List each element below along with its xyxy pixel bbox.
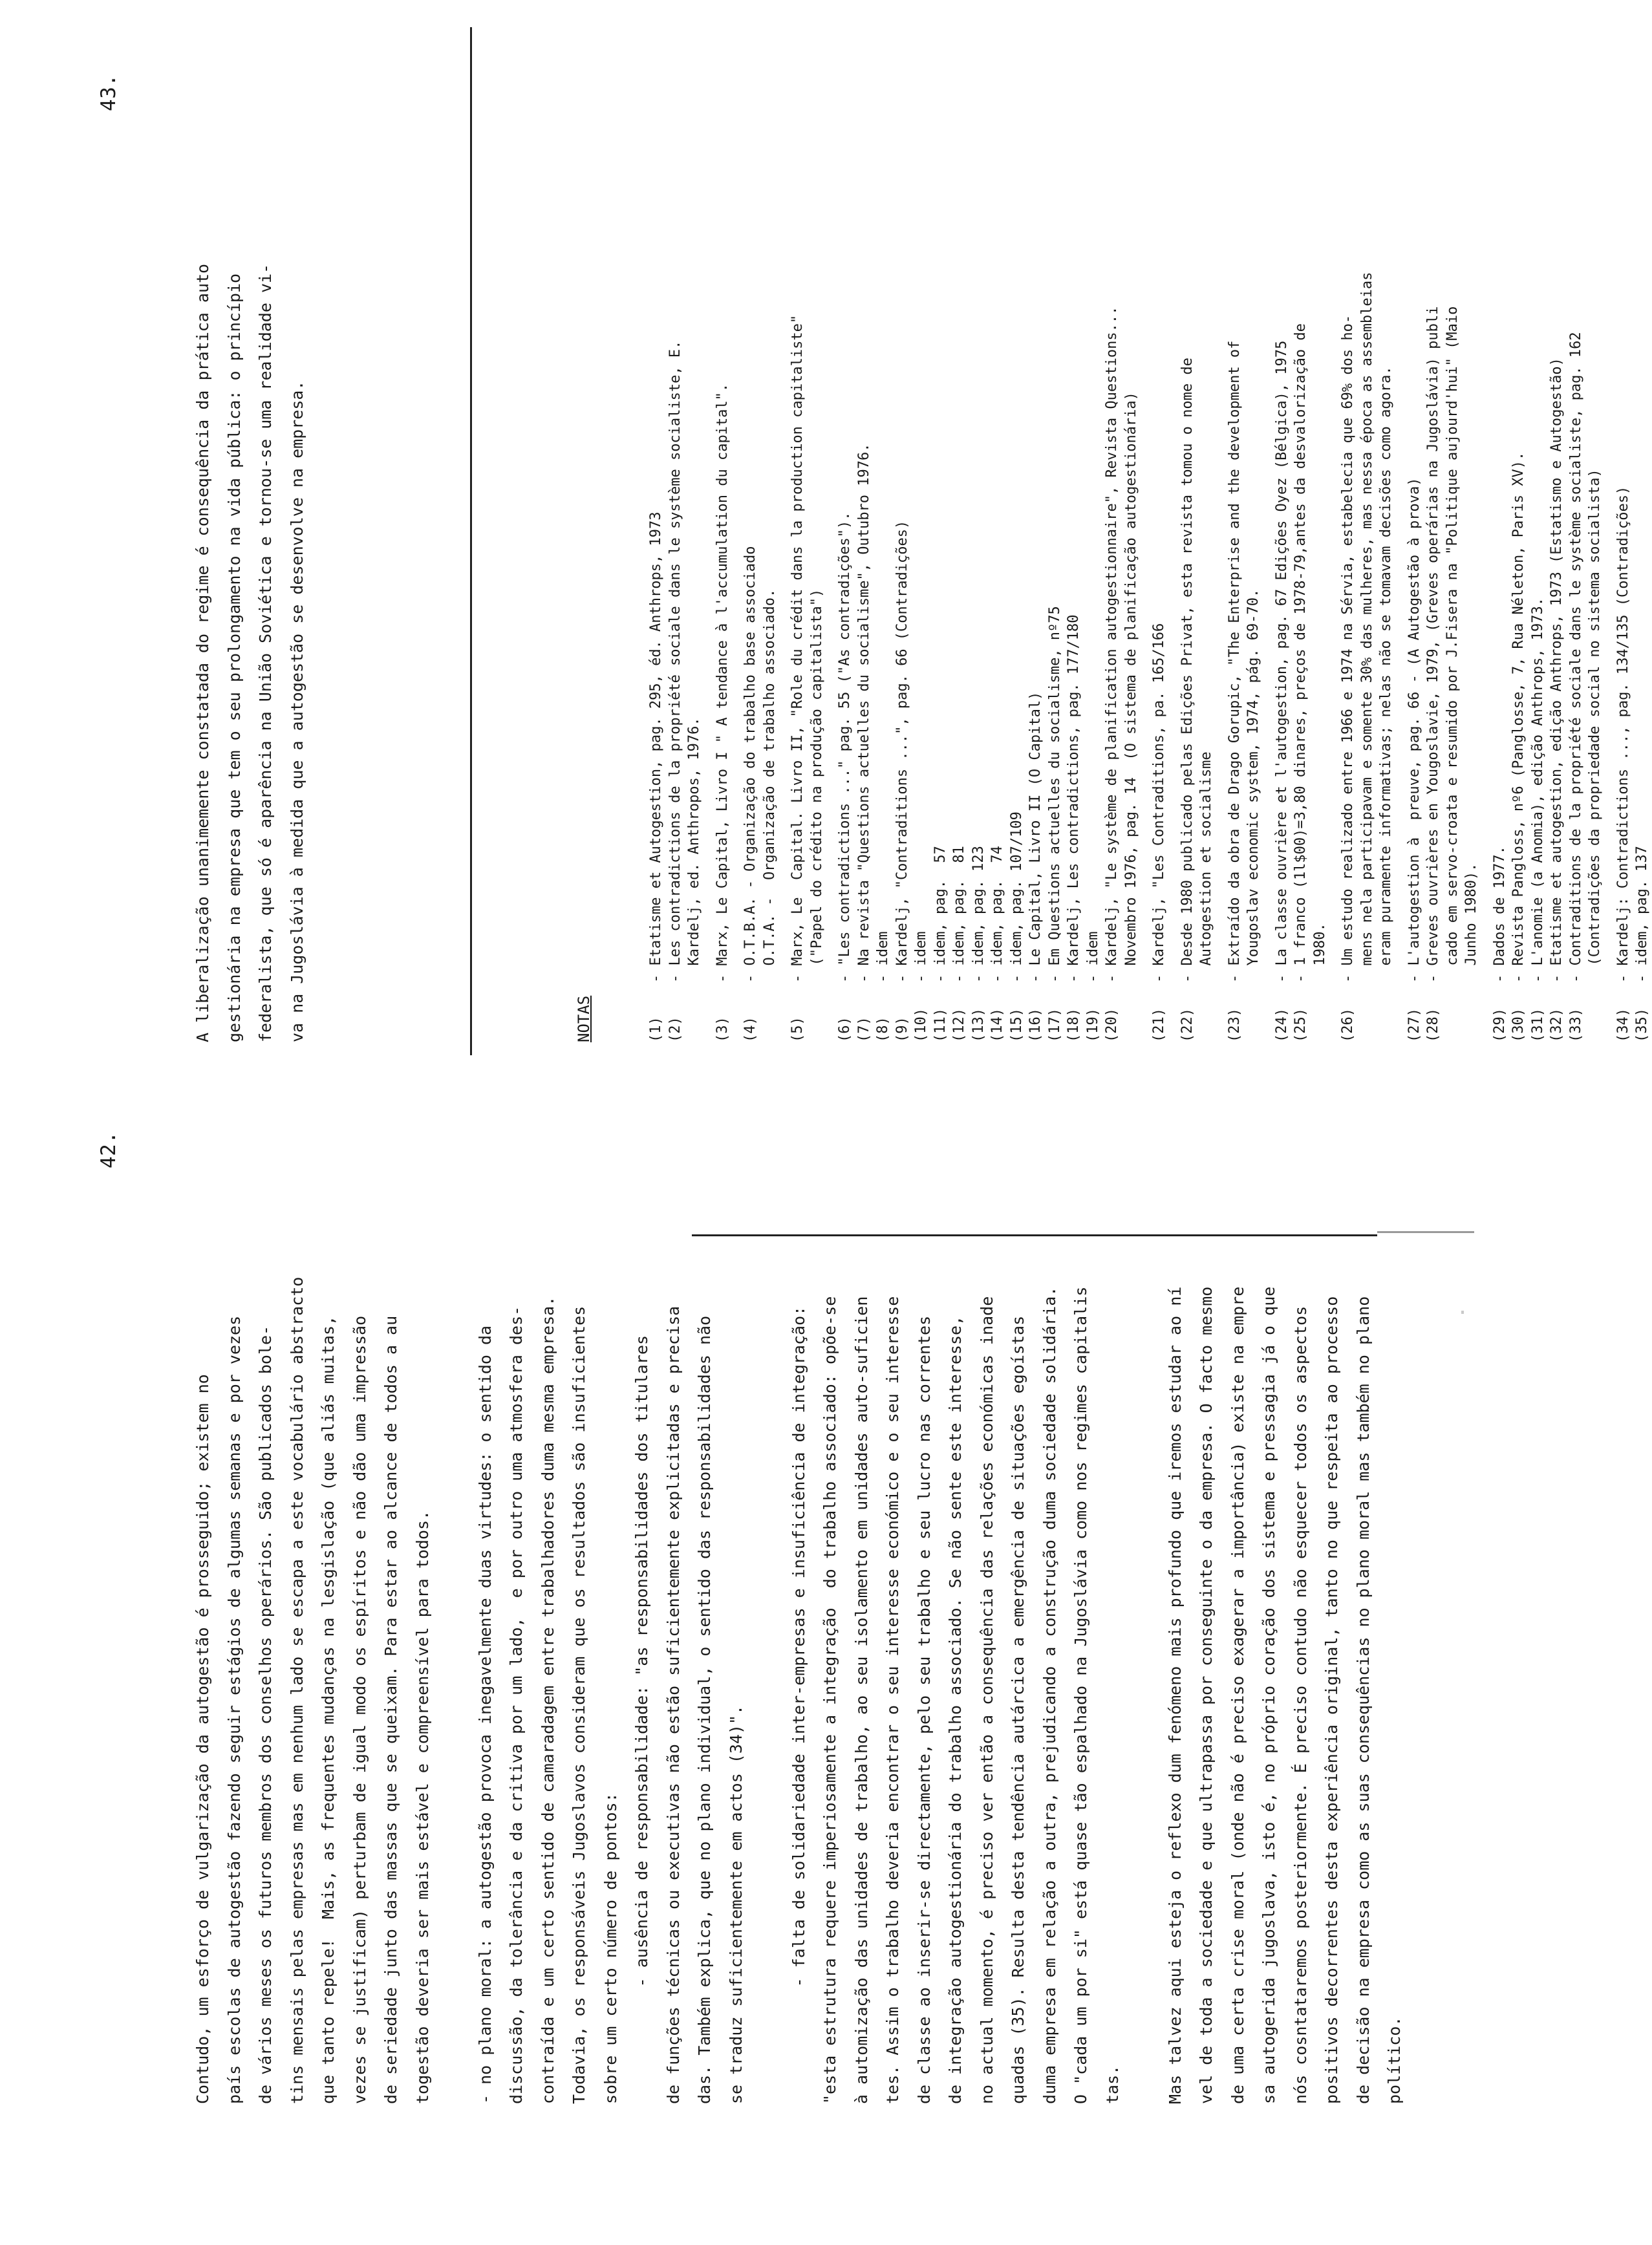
left-page-line: de classe ao inserir-se directamente, pelo seu trabalho e seu lucro nas correntes: [914, 1315, 934, 2104]
note-text: - Kardelj, "Les Contraditions, pa. 165/166: [1151, 623, 1167, 983]
note-entry: [1424, 272, 1481, 1042]
note-entry: [988, 272, 1007, 1042]
note-number: (2): [667, 1016, 683, 1042]
notes-section: [537, 272, 1652, 1042]
note-entry: [1547, 272, 1567, 1042]
notes-separator-rule: [470, 27, 472, 1055]
left-page-line: [752, 1115, 784, 2104]
note-entry: [666, 272, 704, 1042]
note-text: - idem, pag. 107/109: [1008, 811, 1025, 983]
note-text: - Marx, Le Capital. Livro II, "Role du crédit dans la production capitaliste" ("Papel do crédito na produção capitalista"): [789, 314, 825, 983]
note-text: - Um estudo realizado entre 1966 e 1974 na Sérvia, estabelecia que 69% dos ho- mens nela participavam e somente 30% das mulheres, mas nessa época as assembleias eram puramente informativas; nelas não se tomavam decisões como agora.: [1340, 272, 1394, 983]
note-text: - idem: [1084, 931, 1101, 983]
note-text: - O.T.B.A. - Organização do trabalho base associado O.T.A. - Organização de trabalho associado.: [742, 546, 778, 983]
note-entry: [1102, 272, 1141, 1042]
note-number: (19): [1084, 1008, 1101, 1042]
note-entry: [835, 272, 855, 1042]
note-number: (27): [1406, 1008, 1422, 1042]
note-number: (17): [1046, 1008, 1063, 1042]
left-page-line: sa autogerida jugoslava, isto é, no próprio coração dos sistema e pressagia já o que: [1260, 1286, 1278, 2104]
left-page-line: tins mensais pelas empresas mas em nenhum lado se escapa a este vocabulário abstracto: [287, 1276, 306, 2104]
note-number: (34): [1614, 1008, 1631, 1042]
left-page-line: de vários meses os futuros membros dos conselhos operários. São publicados bole-: [256, 1325, 275, 2104]
note-number: (28): [1425, 1008, 1441, 1042]
note-text: - idem: [875, 931, 891, 983]
note-number: (11): [932, 1008, 949, 1042]
note-entry: [647, 272, 666, 1042]
left-page-line: nós cosntataremos posteriormente. É preciso contudo não esquecer todos os aspectos: [1291, 1305, 1310, 2104]
right-page-line: A liberalização unanimemente constatada do regime é consequência da prática auto: [193, 263, 212, 1042]
left-page-line: político.: [1385, 2016, 1404, 2104]
note-entry: [1567, 272, 1605, 1042]
note-entry: [1272, 272, 1292, 1042]
note-text: - Kardelj, "Le système de planification autogestionnaire", Revista Questions... Novembro 1976, pag. 14 (O sistema de planificação autogestionária): [1104, 306, 1139, 983]
note-entry: [893, 272, 912, 1042]
note-text: - Dados de 1977.: [1491, 846, 1508, 983]
scan-speck: [1461, 1311, 1464, 1314]
note-number: (9): [894, 1016, 910, 1042]
left-page-line: Contudo, um esforço de vulgarização da autogestão é prosseguido; existem no: [193, 1374, 212, 2104]
note-entry: [1529, 272, 1548, 1042]
note-number: (1): [648, 1016, 664, 1042]
note-entry: [788, 272, 826, 1042]
note-entry: [713, 272, 733, 1042]
note-number: (26): [1340, 1008, 1356, 1042]
note-entry: [1026, 272, 1046, 1042]
left-page-line: - ausência de responsabilidade: "as responsabilidades dos titulares: [632, 1335, 651, 2104]
note-number: (13): [970, 1008, 987, 1042]
note-number: (25): [1293, 1008, 1309, 1042]
left-page-line: tas.: [1102, 2065, 1122, 2104]
note-entry: [1633, 272, 1652, 1042]
left-page-line: de integração autogestionária do trabalho associado. Se não sente este interesse,: [946, 1315, 965, 2104]
note-number: (20): [1104, 1008, 1120, 1042]
note-entry: [912, 272, 931, 1042]
note-text: - Etatisme et autogestion, edição Anthrops, 1973 (Estatismo e Autogestão): [1549, 358, 1565, 983]
note-text: - L'autogestion à preuve, pag. 66 - (A Autogestão à prova): [1406, 477, 1422, 983]
left-page-line: positivos decorrentes desta experiência original, tanto no que respeita ao processo: [1322, 1296, 1341, 2104]
right-page-line: federalista, que só é aparência na União Soviética e tornou-se uma realidade vi-: [256, 263, 275, 1042]
note-number: (31): [1529, 1008, 1546, 1042]
left-page-line: que tanto repele! Mais, as frequentes mudanças na lesgislação (que aliás muitas,: [319, 1315, 338, 2104]
note-text: - Desde 1980 publicado pelas Edições Privat, esta revista tomou o nome de Autogestion et socialisme: [1179, 358, 1214, 983]
note-entry: [741, 272, 779, 1042]
note-text: - Greves ouvrières en Yougoslavie, 1979, (Greves operárias na Jugoslávia) publi cado em servo-croata e resumido por J.Fisera na "Politique aujourd'hui" (Maio Junho 1980).: [1425, 306, 1479, 983]
right-page-line: gestionária na empresa que tem o seu prolongamento na vida pública: o princípio: [224, 273, 244, 1042]
note-entry: [1064, 272, 1084, 1042]
note-number: (16): [1027, 1008, 1044, 1042]
left-page-line: no actual momento, é preciso ver então a consequência das relações económicas inade: [977, 1296, 996, 2104]
note-text: - idem, pag. 74: [989, 846, 1005, 983]
left-page-line: Todavia, os responsáveis Jugoslavos consideram que os resultados são insuficientes: [570, 1305, 588, 2104]
note-entry: [1614, 272, 1633, 1042]
left-page-line: de uma certa crise moral (onde não é preciso exagerar a importância) existe na empre: [1228, 1286, 1247, 2104]
left-page-line: - falta de solidariedade inter-empresas e insuficiência de integração:: [789, 1305, 808, 2104]
left-page-line: "esta estrutura requere imperiosamente a integração do trabalho associado: opõe-se: [821, 1296, 839, 2104]
note-number: (33): [1567, 1008, 1584, 1042]
left-page-line: de decisão na empresa como as suas consequências no plano moral mas também no plano: [1353, 1296, 1373, 2104]
note-entry: [950, 272, 969, 1042]
left-page-line: se traduz suficientemente em actos (34)".: [726, 1704, 746, 2104]
right-page-body: [188, 47, 313, 1042]
note-entry: [1046, 272, 1065, 1042]
left-page-line: quadas (35). Resulta desta tendência autárcica a emergência de situações egoístas: [1009, 1315, 1027, 2104]
note-entry: [874, 272, 893, 1042]
left-page-line: O "cada um por si" está quase tão espalhado na Jugoslávia como nos regimes capitalis: [1071, 1286, 1090, 2104]
note-text: - Le Capital, Livro II (O Capital): [1027, 691, 1044, 983]
note-number: (32): [1549, 1008, 1565, 1042]
note-number: (6): [837, 1016, 853, 1042]
note-entry: [1509, 272, 1529, 1042]
note-entry: [1007, 272, 1027, 1042]
left-page-line: [1128, 1115, 1160, 2104]
note-text: - Kardelj, "Contraditions ...", pag. 66 (Contradições): [894, 520, 910, 983]
note-text: - Kardelj: Contradictions ..., pag. 134/135 (Contradições): [1614, 486, 1631, 983]
note-entry: [1225, 272, 1263, 1042]
note-entry: [1338, 272, 1396, 1042]
note-number: (23): [1226, 1008, 1243, 1042]
left-page-body: [188, 1115, 1411, 2104]
note-entry: [1178, 272, 1216, 1042]
note-number: (22): [1179, 1008, 1196, 1042]
note-number: (14): [989, 1008, 1005, 1042]
note-entry: [855, 272, 874, 1042]
note-text: - Marx, Le Capital, Livro I " A tendance à l'accumulation du capital".: [714, 383, 731, 983]
note-text: - idem, pag. 57: [932, 846, 949, 983]
note-text: - Extraído da obra de Drago Gorupic, "The Enterprise and the development of Yougoslav economic system, 1974, pág. 69-70.: [1226, 340, 1261, 983]
note-text: - L'anomie (a Anomia), edição Anthrops, 1973.: [1529, 597, 1546, 983]
note-number: (5): [789, 1016, 806, 1042]
page-fold-shadow: [1377, 1231, 1474, 1233]
note-number: (8): [875, 1016, 891, 1042]
notes-heading: NOTAS: [575, 995, 593, 1042]
left-page-line: tes. Assim o trabalho deveria encontrar o seu interesse económico e o seu interesse: [883, 1296, 902, 2104]
note-text: - idem, pag. 137: [1634, 846, 1650, 983]
note-text: - Revista Pangloss, nº6 (Panglosse, 7, Rua Néleton, Paris XV).: [1510, 451, 1527, 983]
left-page-line: à automização das unidades de trabalho, ao seu isolamento em unidades auto-suficien: [852, 1296, 871, 2104]
note-number: (35): [1634, 1008, 1650, 1042]
note-text: - Etatisme et Autogestion, pag. 295, éd. Anthrops, 1973: [648, 511, 664, 983]
note-text: - Kardelj, Les contradictions, pag. 177/180: [1066, 614, 1082, 983]
left-page-line: Mas talvez aqui esteja o reflexo dum fenómeno mais profundo que iremos estudar ao ní: [1165, 1286, 1185, 2104]
right-page-line: va na Jugoslávia à medida que a autogestão se desenvolve na empresa.: [287, 380, 306, 1042]
note-entry: [969, 272, 989, 1042]
note-text: - Em Questions actuelles du socialisme, nº75: [1046, 606, 1063, 983]
left-page-line: - no plano moral: a autogestão provoca inegavelmente duas virtudes: o sentido da: [475, 1325, 495, 2104]
left-page-line: vel de toda a sociedade e que ultrapassa por conseguinte o da empresa. O facto mesmo: [1197, 1286, 1216, 2104]
left-page-line: discussão, da tolerância e da critiva por um lado, e por outro uma atmosfera des-: [507, 1305, 526, 2104]
left-page-line: togestão deveria ser mais estável e compreensível para todos.: [413, 1510, 432, 2104]
note-number: (12): [951, 1008, 967, 1042]
note-number: (3): [714, 1016, 731, 1042]
note-entry: [1084, 272, 1103, 1042]
note-number: (4): [742, 1016, 758, 1042]
note-entry: [1150, 272, 1169, 1042]
note-number: (18): [1066, 1008, 1082, 1042]
note-text: - idem, pag. 123: [970, 846, 987, 983]
note-number: (7): [855, 1016, 872, 1042]
page-number-right: 43.: [97, 74, 120, 111]
note-number: (29): [1491, 1008, 1508, 1042]
page-fold-line: [692, 1234, 1377, 1236]
left-page-line: [438, 1115, 470, 2104]
note-text: - Na revista "Questions actuelles du socialisme", Outubro 1976.: [855, 443, 872, 983]
left-page-line: das. Também explica, que no plano individual, o sentido das responsabilidades não: [695, 1315, 714, 2104]
note-text: - La classe ouvrière et l'autogestion, pag. 67 Edições Oyez (Bélgica), 1975: [1273, 340, 1290, 983]
note-entry: [1405, 272, 1424, 1042]
note-number: (21): [1151, 1008, 1167, 1042]
note-text: - idem: [913, 931, 929, 983]
note-entry: [1291, 272, 1329, 1042]
note-number: (10): [913, 1008, 929, 1042]
note-text: - Les contradictions de la propriété sociale dans le système socialiste, E. Kardelj, ed. Anthropos, 1976.: [667, 340, 702, 983]
left-page-line: contraída e um certo sentido de camaradagem entre trabalhadores duma mesma empresa.: [538, 1296, 557, 2104]
note-text: - 1 franco (1l$00)=3,80 dinares, preços de 1978-79,antes da desvalorização de 1980.: [1293, 323, 1328, 983]
left-page-line: duma empresa em relação a outra, prejudicando a construção duma sociedade solidária.: [1040, 1286, 1059, 2104]
note-number: (24): [1273, 1008, 1290, 1042]
left-page-line: sobre um certo número de pontos:: [601, 1792, 620, 2104]
note-entry: [931, 272, 950, 1042]
left-page-line: de funções técnicas ou executivas não estão suficientemente explicitadas e precisa: [663, 1305, 683, 2104]
page-number-left: 42.: [97, 1131, 120, 1168]
note-text: - Contraditions de la propriété sociale dans le système socialiste, pag. 162 (Contradições da propriedade social no sistema socialista): [1567, 332, 1603, 983]
note-number: (15): [1008, 1008, 1025, 1042]
left-page-line: país escolas de autogestão fazendo seguir estágios de algumas semanas e por vezes: [224, 1315, 244, 2104]
left-page-line: vezes se justificam) perturbam de igual modo os espíritos e não dão uma impressão: [350, 1315, 369, 2104]
note-text: - idem, pag. 81: [951, 846, 967, 983]
note-number: (30): [1510, 1008, 1527, 1042]
note-text: - "Les contradictions ..." pag. 55 ("As contradições").: [837, 511, 853, 983]
note-entry: [1490, 272, 1510, 1042]
left-page-line: de seriedade junto das massas que se queixam. Para estar ao alcance de todos a au: [381, 1315, 400, 2104]
